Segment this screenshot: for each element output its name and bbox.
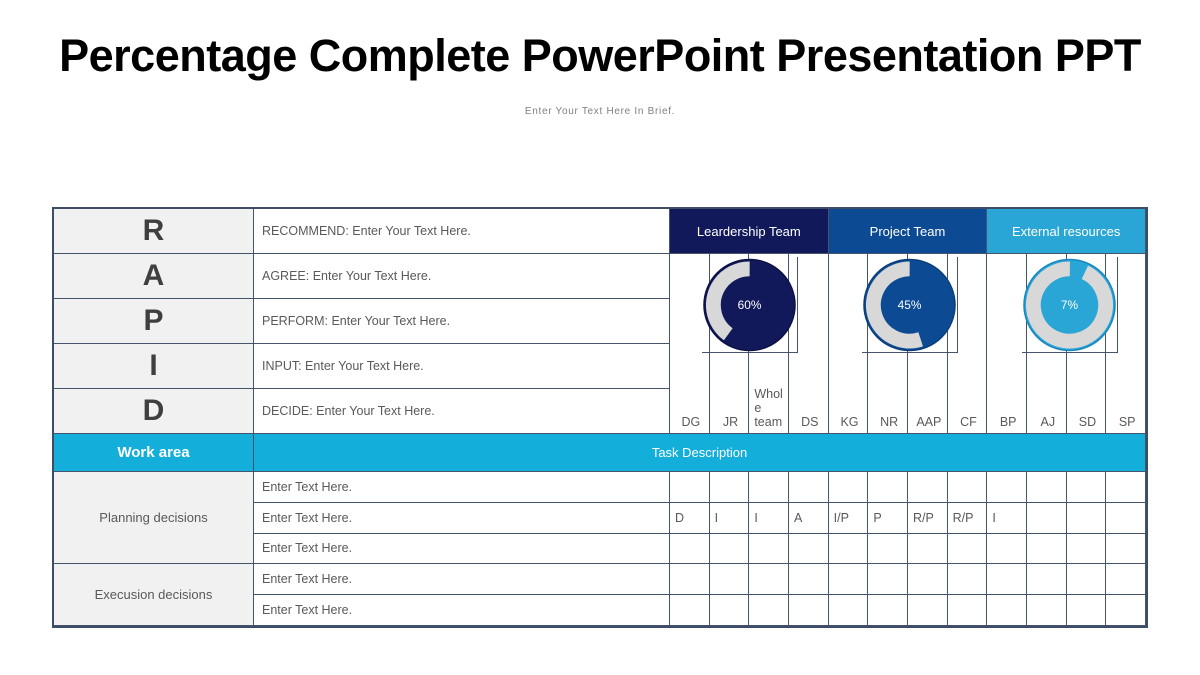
assignment-cell bbox=[1106, 564, 1146, 595]
member-column-label: DG bbox=[670, 254, 710, 434]
assignment-cell: I bbox=[987, 503, 1027, 534]
task-placeholder: Enter Text Here. bbox=[254, 595, 670, 626]
assignment-cell: P bbox=[868, 503, 908, 534]
assignment-cell bbox=[987, 564, 1027, 595]
assignment-cell bbox=[1027, 534, 1067, 565]
assignment-cell bbox=[868, 564, 908, 595]
member-column-label: AAP bbox=[908, 254, 948, 434]
assignment-cell bbox=[829, 595, 869, 626]
assignment-cell bbox=[670, 472, 710, 503]
member-column-label: DS bbox=[789, 254, 829, 434]
rapid-matrix-table bbox=[52, 207, 1148, 628]
assignment-cell: I bbox=[710, 503, 750, 534]
assignment-cell bbox=[829, 472, 869, 503]
rapid-letter-r: R bbox=[54, 209, 254, 254]
assignment-cell: R/P bbox=[908, 503, 948, 534]
assignment-cell bbox=[1067, 564, 1107, 595]
task-placeholder: Enter Text Here. bbox=[254, 534, 670, 565]
assignment-cell bbox=[1027, 595, 1067, 626]
slide-subtitle: Enter Your Text Here In Brief. bbox=[524, 106, 676, 117]
rapid-letter-a: A bbox=[54, 254, 254, 299]
rapid-letter-d: D bbox=[54, 389, 254, 434]
assignment-cell bbox=[908, 534, 948, 565]
task-placeholder: Enter Text Here. bbox=[254, 564, 670, 595]
work-area-group-label: Planning decisions bbox=[54, 472, 254, 564]
donut-percent-label: 7% bbox=[1060, 297, 1079, 312]
assignment-cell bbox=[670, 534, 710, 565]
rapid-description: DECIDE: Enter Your Text Here. bbox=[254, 389, 670, 434]
assignment-cell bbox=[1027, 564, 1067, 595]
rapid-letter-p: P bbox=[54, 299, 254, 344]
rapid-description: AGREE: Enter Your Text Here. bbox=[254, 254, 670, 299]
task-description-header: Task Description bbox=[254, 434, 1146, 472]
member-column-label: SP bbox=[1106, 254, 1146, 434]
assignment-cell bbox=[749, 595, 789, 626]
assignment-cell bbox=[948, 534, 988, 565]
work-area-group-label: Execusion decisions bbox=[54, 564, 254, 626]
assignment-cell bbox=[789, 595, 829, 626]
assignment-cell bbox=[710, 595, 750, 626]
assignment-cell bbox=[1027, 472, 1067, 503]
assignment-cell bbox=[789, 564, 829, 595]
member-column-label: BP bbox=[987, 254, 1027, 434]
member-column-label: KG bbox=[829, 254, 869, 434]
assignment-cell: I bbox=[749, 503, 789, 534]
member-column-label: AJ bbox=[1027, 254, 1067, 434]
assignment-cell bbox=[1067, 472, 1107, 503]
assignment-cell bbox=[670, 564, 710, 595]
donut-percent-label: 60% bbox=[737, 297, 762, 312]
team-header: Leardership Team bbox=[670, 209, 829, 254]
assignment-cell: R/P bbox=[948, 503, 988, 534]
progress-donut bbox=[1022, 257, 1118, 353]
progress-donut bbox=[702, 257, 798, 353]
assignment-cell bbox=[908, 564, 948, 595]
assignment-cell bbox=[670, 595, 710, 626]
assignment-cell: D bbox=[670, 503, 710, 534]
assignment-cell bbox=[829, 534, 869, 565]
assignment-cell bbox=[908, 472, 948, 503]
assignment-cell bbox=[1106, 534, 1146, 565]
assignment-cell bbox=[948, 595, 988, 626]
assignment-cell bbox=[1106, 503, 1146, 534]
rapid-description: RECOMMEND: Enter Your Text Here. bbox=[254, 209, 670, 254]
assignment-cell bbox=[1106, 472, 1146, 503]
assignment-cell bbox=[1067, 503, 1107, 534]
assignment-cell bbox=[948, 472, 988, 503]
assignment-cell bbox=[710, 534, 750, 565]
assignment-cell: I/P bbox=[829, 503, 869, 534]
assignment-cell bbox=[789, 534, 829, 565]
member-column-label: Whole team bbox=[749, 254, 789, 434]
slide-title: Percentage Complete PowerPoint Presentation PPT bbox=[59, 30, 1141, 81]
donut-percent-label: 45% bbox=[897, 297, 922, 312]
assignment-cell bbox=[987, 472, 1027, 503]
rapid-letter-i: I bbox=[54, 344, 254, 389]
member-column-label: CF bbox=[948, 254, 988, 434]
assignment-cell bbox=[829, 564, 869, 595]
assignment-cell bbox=[868, 595, 908, 626]
assignment-cell bbox=[868, 472, 908, 503]
assignment-cell bbox=[1106, 595, 1146, 626]
assignment-cell bbox=[1067, 595, 1107, 626]
assignment-cell bbox=[987, 595, 1027, 626]
task-placeholder: Enter Text Here. bbox=[254, 472, 670, 503]
member-column-label: JR bbox=[710, 254, 750, 434]
assignment-cell bbox=[749, 564, 789, 595]
assignment-cell bbox=[868, 534, 908, 565]
member-column-label: NR bbox=[868, 254, 908, 434]
team-header: External resources bbox=[987, 209, 1146, 254]
assignment-cell bbox=[710, 564, 750, 595]
assignment-cell: A bbox=[789, 503, 829, 534]
assignment-cell bbox=[749, 534, 789, 565]
progress-donut bbox=[862, 257, 958, 353]
assignment-cell bbox=[948, 564, 988, 595]
rapid-description: INPUT: Enter Your Text Here. bbox=[254, 344, 670, 389]
rapid-description: PERFORM: Enter Your Text Here. bbox=[254, 299, 670, 344]
assignment-cell bbox=[908, 595, 948, 626]
assignment-cell bbox=[749, 472, 789, 503]
member-column-label: SD bbox=[1067, 254, 1107, 434]
team-header: Project Team bbox=[829, 209, 988, 254]
assignment-cell bbox=[710, 472, 750, 503]
assignment-cell bbox=[1067, 534, 1107, 565]
task-placeholder: Enter Text Here. bbox=[254, 503, 670, 534]
assignment-cell bbox=[987, 534, 1027, 565]
assignment-cell bbox=[1027, 503, 1067, 534]
assignment-cell bbox=[789, 472, 829, 503]
work-area-header: Work area bbox=[54, 434, 254, 472]
